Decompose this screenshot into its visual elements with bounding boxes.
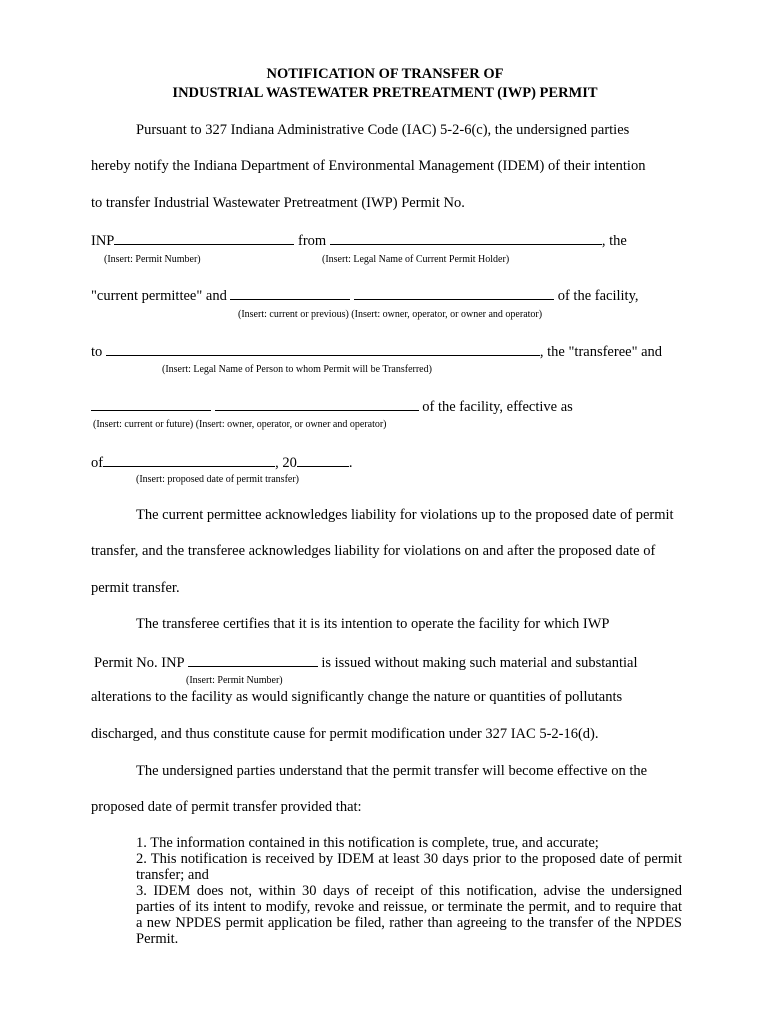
- caption-certify-permit: (Insert: Permit Number): [186, 675, 283, 686]
- year-prefix: , 20: [275, 455, 297, 471]
- condition-3: 3. IDEM does not, within 30 days of receipt of this notification, advise the undersigned parties of its intent to modify, revoke and reissue, or terminate the permit, and to require that a new NPDES permit application be filed, rather than agreeing to the transfer of the NPDES Permit.: [136, 883, 682, 947]
- permit-row: [91, 231, 627, 250]
- caption-date: (Insert: proposed date of permit transfer): [136, 474, 299, 485]
- of-facility-label: of the facility,: [557, 288, 639, 304]
- date-row: [91, 453, 352, 472]
- certify-line-1: The transferee certifies that it is its intention to operate the facility for which IWP: [136, 616, 610, 632]
- owner-operator-blank-2[interactable]: [215, 397, 419, 411]
- the-label: , the: [601, 233, 627, 249]
- current-holder-blank[interactable]: [330, 231, 602, 245]
- intro-line-1: Pursuant to 327 Indiana Administrative Code (IAC) 5-2-6(c), the undersigned parties: [136, 122, 630, 138]
- certify-line-3: alterations to the facility as would significantly change the nature or quantities of pollutants: [91, 689, 623, 705]
- to-label: to: [91, 344, 103, 360]
- conditions-list: [136, 835, 682, 947]
- transferee-row: [91, 342, 662, 361]
- current-or-previous-blank[interactable]: [230, 286, 350, 300]
- date-blank[interactable]: [103, 453, 275, 467]
- certify-permit-prefix: Permit No. INP: [94, 655, 185, 671]
- caption-current-future: (Insert: current or future) (Insert: owner, operator, or owner and operator): [93, 419, 387, 430]
- liability-line-2: transfer, and the transferee acknowledges liability for violations on and after the proposed date of: [91, 543, 656, 559]
- condition-1: 1. The information contained in this notification is complete, true, and accurate;: [136, 835, 599, 851]
- transferee-name-blank[interactable]: [106, 342, 540, 356]
- intro-line-2: hereby notify the Indiana Department of Environmental Management (IDEM) of their intention: [91, 158, 646, 174]
- understand-line-1: The undersigned parties understand that the permit transfer will become effective on the: [136, 763, 648, 779]
- current-permittee-label: "current permittee" and: [91, 288, 227, 304]
- liability-line-1: The current permittee acknowledges liability for violations up to the proposed date of permit: [136, 507, 674, 523]
- certify-permit-row: [94, 653, 637, 672]
- caption-current-holder: (Insert: Legal Name of Current Permit Holder): [322, 254, 510, 265]
- year-blank[interactable]: [297, 453, 349, 467]
- inp-prefix: INP: [91, 233, 115, 249]
- from-label: from: [298, 233, 327, 249]
- current-or-future-blank[interactable]: [91, 397, 211, 411]
- transferee-label: , the "transferee" and: [539, 344, 663, 360]
- intro-line-3: to transfer Industrial Wastewater Pretreatment (IWP) Permit No.: [91, 195, 465, 211]
- caption-transferee: (Insert: Legal Name of Person to whom Permit will be Transferred): [162, 364, 432, 375]
- title-line-2: INDUSTRIAL WASTEWATER PRETREATMENT (IWP) PERMIT: [172, 85, 598, 101]
- owner-operator-blank-1[interactable]: [354, 286, 554, 300]
- effective-label: of the facility, effective as: [422, 399, 573, 415]
- certify-permit-number-blank[interactable]: [188, 653, 318, 667]
- condition-2: 2. This notification is received by IDEM at least 30 days prior to the proposed date of permit transfer; and: [136, 851, 682, 883]
- caption-current-previous: (Insert: current or previous) (Insert: owner, operator, or owner and operator): [238, 309, 543, 320]
- date-end: .: [348, 455, 353, 471]
- caption-permit-number: (Insert: Permit Number): [104, 254, 201, 265]
- title-line-1: NOTIFICATION OF TRANSFER OF: [266, 66, 504, 82]
- understand-line-2: proposed date of permit transfer provided that:: [91, 799, 362, 815]
- future-row: [91, 397, 573, 416]
- certify-permit-suffix: is issued without making such material and substantial: [321, 655, 638, 671]
- current-permittee-row: [91, 286, 639, 305]
- certify-line-4: discharged, and thus constitute cause for permit modification under 327 IAC 5-2-16(d).: [91, 726, 599, 742]
- of-label: of: [91, 455, 104, 471]
- liability-line-3: permit transfer.: [91, 580, 180, 596]
- permit-number-blank[interactable]: [114, 231, 294, 245]
